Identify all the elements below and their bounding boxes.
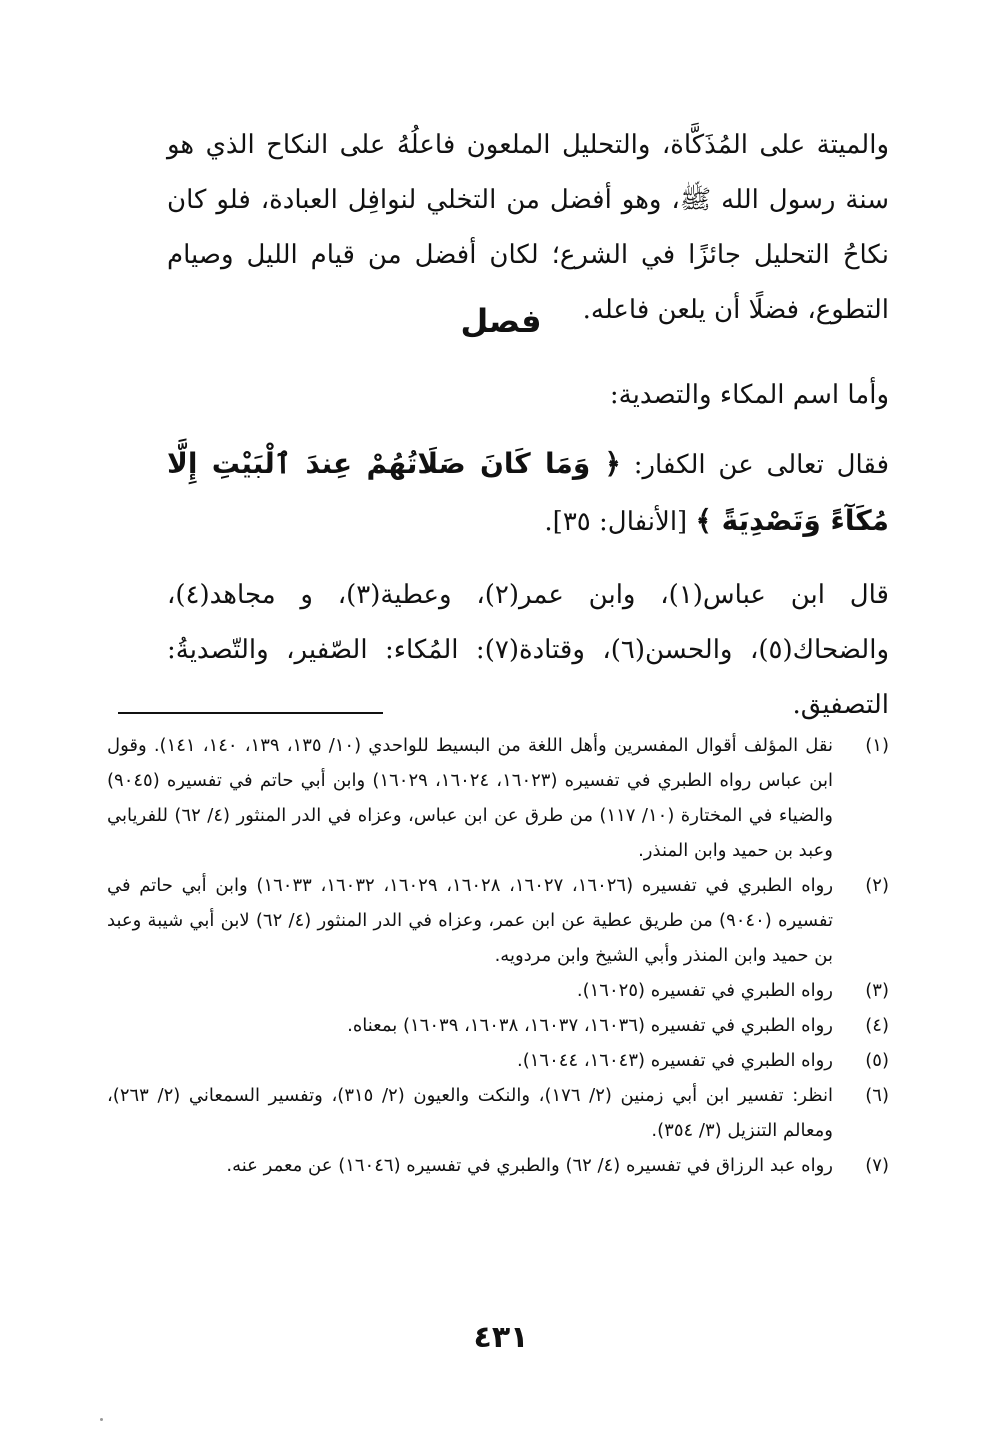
footnote-text: انظر: تفسير ابن أبي زمنين (٢/ ١٧٦)، والنكت والعيون (٢/ ٣١٥)، وتفسير السمعاني (٢/ ٢٦٣)، ومعالم التنزيل (٣/ ٣٥٤). — [107, 1085, 833, 1141]
footnote-number: (٣) — [865, 980, 889, 1001]
quote-block — [167, 568, 889, 733]
footnote-text: رواه عبد الرزاق في تفسيره (٤/ ٦٢) والطبري في تفسيره (١٦٠٤٦) عن معمر عنه. — [226, 1155, 833, 1176]
footnote-text: نقل المؤلف أقوال المفسرين وأهل اللغة من البسيط للواحدي (١٠/ ١٣٥، ١٣٩، ١٤٠، ١٤١). وقول ابن عباس رواه الطبري في تفسيره (١٦٠٢٣، ١٦٠٢٤، ١٦٠٢٩) وابن أبي حاتم في تفسيره (٩٠٤٥) والضياء في المختارة (١٠/ ١١٧) من طرق عن ابن عباس، وعزاه في الدر المنثور (٤/ ٦٢) للفريابي وعبد بن حميد وابن المنذر. — [107, 735, 834, 861]
footnote-number: (٦) — [865, 1085, 889, 1106]
footnote-2 — [107, 868, 889, 973]
footnote-3 — [107, 973, 889, 1008]
footnote-4 — [107, 1008, 889, 1043]
footnote-number: (٢) — [865, 875, 889, 896]
footnote-number: (٤) — [865, 1015, 889, 1036]
verse-text: ﴿ وَمَا كَانَ صَلَاتُهُمْ عِندَ ٱلْبَيْتِ إِلَّا مُكَآءً وَتَصْدِيَةً ﴾ — [167, 447, 889, 537]
footnote-text: رواه الطبري في تفسيره (١٦٠٢٥). — [576, 980, 833, 1001]
footnote-text: رواه الطبري في تفسيره (١٦٠٢٦، ١٦٠٢٧، ١٦٠٢٨، ١٦٠٢٩، ١٦٠٣٢، ١٦٠٣٣) وابن أبي حاتم في تفسيره (٩٠٤٠) من طريق عطية عن ابن عمر، وعزاه في الدر المنثور (٤/ ٦٢) لابن أبي شيبة وعبد بن حميد وابن المنذر وأبي الشيخ وابن مردويه. — [107, 875, 834, 966]
section-heading: فصل — [460, 302, 542, 340]
footnote-7 — [107, 1148, 889, 1183]
footnote-number: (٥) — [865, 1050, 889, 1071]
footnote-6 — [107, 1078, 889, 1148]
verse-block — [167, 436, 889, 550]
section-intro-block — [167, 368, 889, 423]
footnote-text: رواه الطبري في تفسيره (١٦٠٤٣، ١٦٠٤٤). — [517, 1050, 833, 1071]
footnote-5 — [107, 1043, 889, 1078]
paragraph-1: والميتة على المُذَكَّاة، والتحليل الملعون فاعلُهُ على النكاح الذي هو سنة رسول الله ﷺ، وهو أفضل من التخلي لنوافِل العبادة، فلو كان نكاحُ التحليل جائزًا في الشرع؛ لكان أفضل من قيام الليل وصيام التطوع، فضلًا أن يلعن فاعله. — [167, 130, 889, 325]
verse-reference: [الأنفال: ٣٥]. — [544, 507, 688, 537]
scan-speck — [100, 1418, 103, 1421]
footnote-number: (٧) — [865, 1155, 889, 1176]
page-number: ٤٣١ — [473, 1320, 529, 1355]
verse-lead: فقال تعالى عن الكفار: — [633, 450, 890, 480]
footnote-text: رواه الطبري في تفسيره (١٦٠٣٦، ١٦٠٣٧، ١٦٠٣٨، ١٦٠٣٩) بمعناه. — [347, 1015, 833, 1036]
quote-paragraph: قال ابن عباس(١)، وابن عمر(٢)، وعطية(٣)، و مجاهد(٤)، والضحاك(٥)، والحسن(٦)، وقتادة(٧): المُكاء: الصّفير، والتّصديةُ: التصفيق. — [167, 580, 889, 720]
footnote-separator — [118, 712, 383, 714]
footnote-number: (١) — [865, 735, 889, 756]
footnotes — [107, 728, 889, 1183]
footnote-1 — [107, 728, 889, 868]
section-intro: وأما اسم المكاء والتصدية: — [609, 380, 889, 410]
verse-paragraph — [167, 436, 889, 550]
